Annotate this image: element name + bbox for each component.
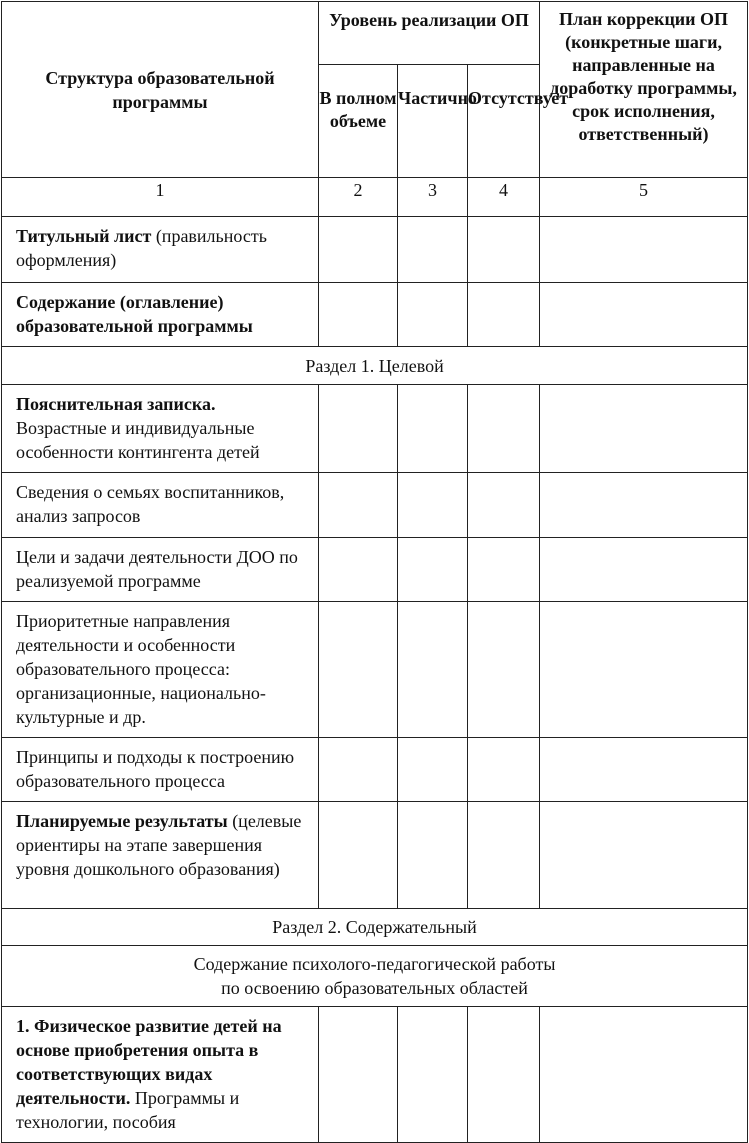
column-number: 4 — [468, 178, 540, 217]
cell-plan[interactable] — [540, 217, 748, 283]
table-row — [2, 1007, 748, 1143]
row-results-text: (целевые ориентиры на этапе завершения уровня дошкольного образования) — [16, 811, 302, 879]
cell-plan[interactable] — [540, 602, 748, 738]
cell-absent[interactable] — [468, 738, 540, 802]
cell-full[interactable] — [319, 802, 398, 909]
table-row — [2, 538, 748, 602]
row-principles: Принципы и подходы к построению образовательного процесса — [2, 738, 319, 802]
header-level-partial: Частично — [398, 65, 468, 178]
cell-absent[interactable] — [468, 283, 540, 347]
table-row — [2, 602, 748, 738]
cell-absent[interactable] — [468, 538, 540, 602]
row-explanatory-note — [2, 385, 319, 473]
cell-full[interactable] — [319, 385, 398, 473]
cell-partial[interactable] — [398, 283, 468, 347]
row-title-page — [2, 217, 319, 283]
cell-full[interactable] — [319, 217, 398, 283]
cell-partial[interactable] — [398, 802, 468, 909]
content-subheader — [2, 946, 748, 1007]
column-number-row — [2, 178, 748, 217]
column-number: 3 — [398, 178, 468, 217]
row-title-page-bold: Титульный лист — [16, 226, 152, 246]
table-row — [2, 385, 748, 473]
header-correction-plan: План коррекции ОП (конкретные шаги, направленные на доработку программы, срок исполнения, ответственный) — [540, 2, 748, 178]
section-row — [2, 347, 748, 385]
row-title-page-text: (правильность оформления) — [16, 226, 267, 270]
header-structure: Структура образовательной программы — [2, 2, 319, 178]
section-2-title: Раздел 2. Содержательный — [2, 909, 748, 946]
row-contents — [2, 283, 319, 347]
row-families: Сведения о семьях воспитанников, анализ запросов — [2, 473, 319, 538]
column-number: 1 — [2, 178, 319, 217]
cell-partial[interactable] — [398, 473, 468, 538]
content-subheader-line2: по освоению образовательных областей — [221, 978, 528, 998]
row-results-bold: Планируемые результаты — [16, 811, 228, 831]
header-level-full: В полном объеме — [319, 65, 398, 178]
section-row — [2, 946, 748, 1007]
cell-partial[interactable] — [398, 1007, 468, 1143]
cell-partial[interactable] — [398, 738, 468, 802]
row-explanatory-bold: Пояснительная записка. — [16, 394, 216, 414]
row-contents-bold: Содержание (оглавление) образовательной программы — [16, 292, 253, 336]
cell-plan[interactable] — [540, 283, 748, 347]
section-row — [2, 909, 748, 946]
program-evaluation-table — [1, 1, 748, 1143]
table-row — [2, 283, 748, 347]
row-goals: Цели и задачи деятельности ДОО по реализуемой программе — [2, 538, 319, 602]
cell-plan[interactable] — [540, 738, 748, 802]
cell-absent[interactable] — [468, 473, 540, 538]
header-level-group: Уровень реализации ОП — [319, 2, 540, 65]
table-row — [2, 473, 748, 538]
cell-full[interactable] — [319, 538, 398, 602]
cell-full[interactable] — [319, 602, 398, 738]
content-subheader-line1: Содержание психолого-педагогической работы — [193, 954, 556, 974]
cell-partial[interactable] — [398, 385, 468, 473]
cell-partial[interactable] — [398, 538, 468, 602]
table-row — [2, 217, 748, 283]
cell-absent[interactable] — [468, 385, 540, 473]
cell-absent[interactable] — [468, 802, 540, 909]
cell-partial[interactable] — [398, 602, 468, 738]
cell-plan[interactable] — [540, 538, 748, 602]
cell-full[interactable] — [319, 1007, 398, 1143]
cell-absent[interactable] — [468, 217, 540, 283]
row-planned-results — [2, 802, 319, 909]
row-explanatory-text: Возрастные и индивидуальные особенности контингента детей — [16, 418, 260, 462]
row-physical-text: Программы и технологии, пособия — [16, 1088, 240, 1132]
cell-absent[interactable] — [468, 1007, 540, 1143]
column-number: 2 — [319, 178, 398, 217]
table-row — [2, 738, 748, 802]
cell-full[interactable] — [319, 473, 398, 538]
cell-absent[interactable] — [468, 602, 540, 738]
header-level-absent: Отсутствует — [468, 65, 540, 178]
cell-plan[interactable] — [540, 473, 748, 538]
table-row — [2, 802, 748, 909]
section-1-title: Раздел 1. Целевой — [2, 347, 748, 385]
cell-plan[interactable] — [540, 1007, 748, 1143]
row-priorities: Приоритетные направления деятельности и особенности образовательного процесса: организационные, национально-культурные и др. — [2, 602, 319, 738]
cell-partial[interactable] — [398, 217, 468, 283]
cell-full[interactable] — [319, 283, 398, 347]
cell-plan[interactable] — [540, 385, 748, 473]
row-physical-development — [2, 1007, 319, 1143]
row-physical-bold: 1. Физическое развитие детей на основе приобретения опыта в соответствующих видах деятельности. — [16, 1016, 282, 1108]
column-number: 5 — [540, 178, 748, 217]
cell-full[interactable] — [319, 738, 398, 802]
header-row-top — [2, 2, 748, 65]
cell-plan[interactable] — [540, 802, 748, 909]
